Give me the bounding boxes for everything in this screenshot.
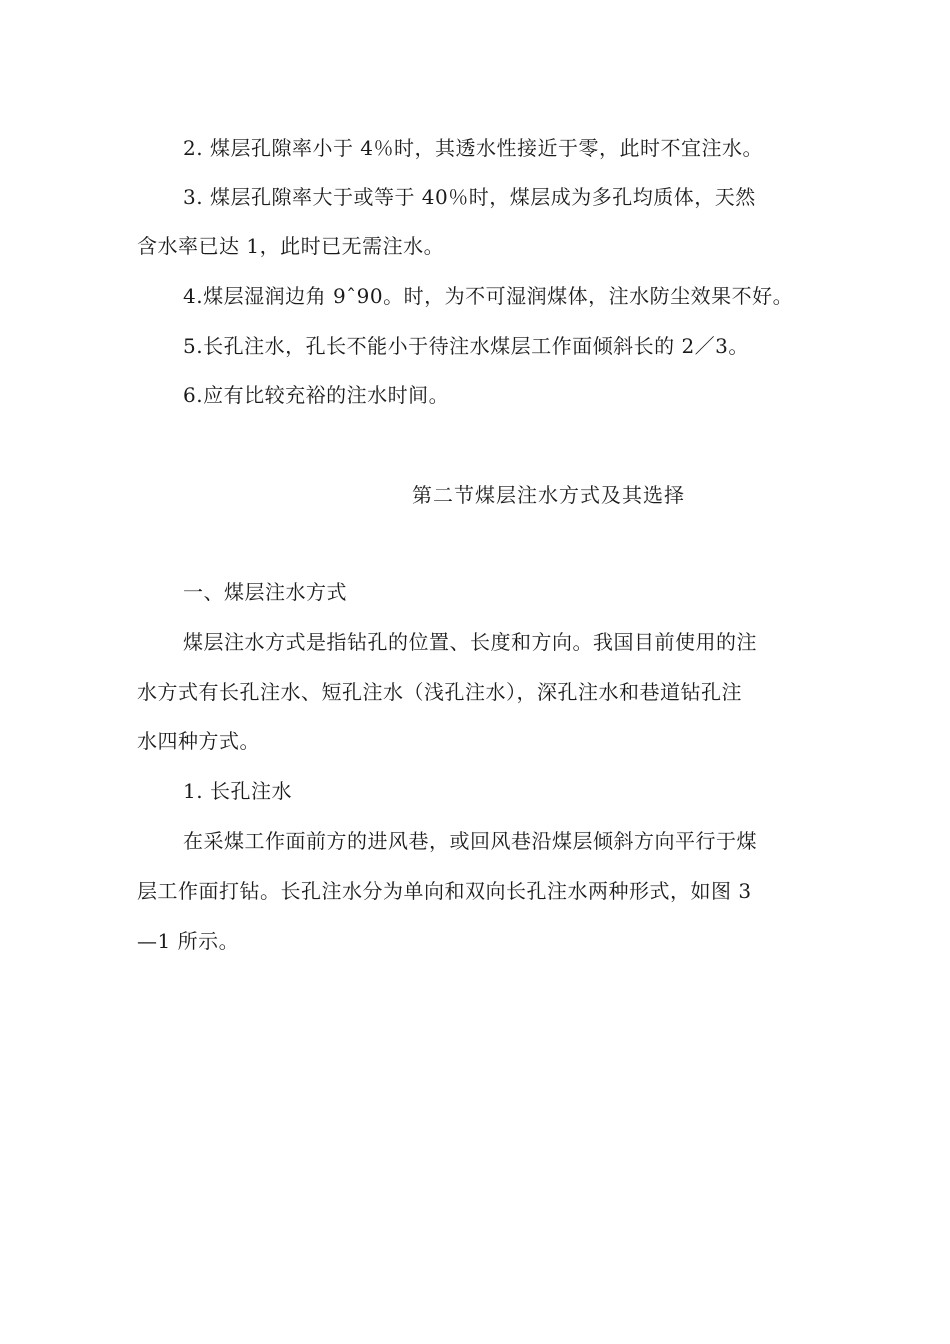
item-1-line-1: 在采煤工作面前方的进风巷，或回风巷沿煤层倾斜方向平行于煤 <box>183 829 757 853</box>
list-item-6: 6.应有比较充裕的注水时间。 <box>183 383 450 407</box>
paragraph-line-3: 水四种方式。 <box>137 729 260 753</box>
section-title: 第二节煤层注水方式及其选择 <box>412 483 685 507</box>
list-item-2: 2. 煤层孔隙率小于 4％时，其透水性接近于零，此时不宜注水。 <box>183 136 764 160</box>
list-item-5: 5.长孔注水，孔长不能小于待注水煤层工作面倾斜长的 2／3。 <box>183 334 749 358</box>
subsection-heading: 一、煤层注水方式 <box>183 580 347 604</box>
paragraph-line-1: 煤层注水方式是指钻孔的位置、长度和方向。我国目前使用的注 <box>183 630 757 654</box>
item-1-line-3: —1 所示。 <box>137 929 240 953</box>
item-1-heading: 1. 长孔注水 <box>183 779 292 803</box>
paragraph-line-2: 水方式有长孔注水、短孔注水（浅孔注水），深孔注水和巷道钻孔注 <box>137 680 742 704</box>
list-item-4: 4.煤层湿润边角 9ˆ90。时，为不可湿润煤体，注水防尘效果不好。 <box>183 284 794 308</box>
list-item-3-line1: 3. 煤层孔隙率大于或等于 40％时，煤层成为多孔均质体，天然 <box>183 185 756 209</box>
item-1-line-2: 层工作面打钻。长孔注水分为单向和双向长孔注水两种形式，如图 3 <box>137 879 752 903</box>
list-item-3-line2: 含水率已达 1，此时已无需注水。 <box>137 234 445 258</box>
